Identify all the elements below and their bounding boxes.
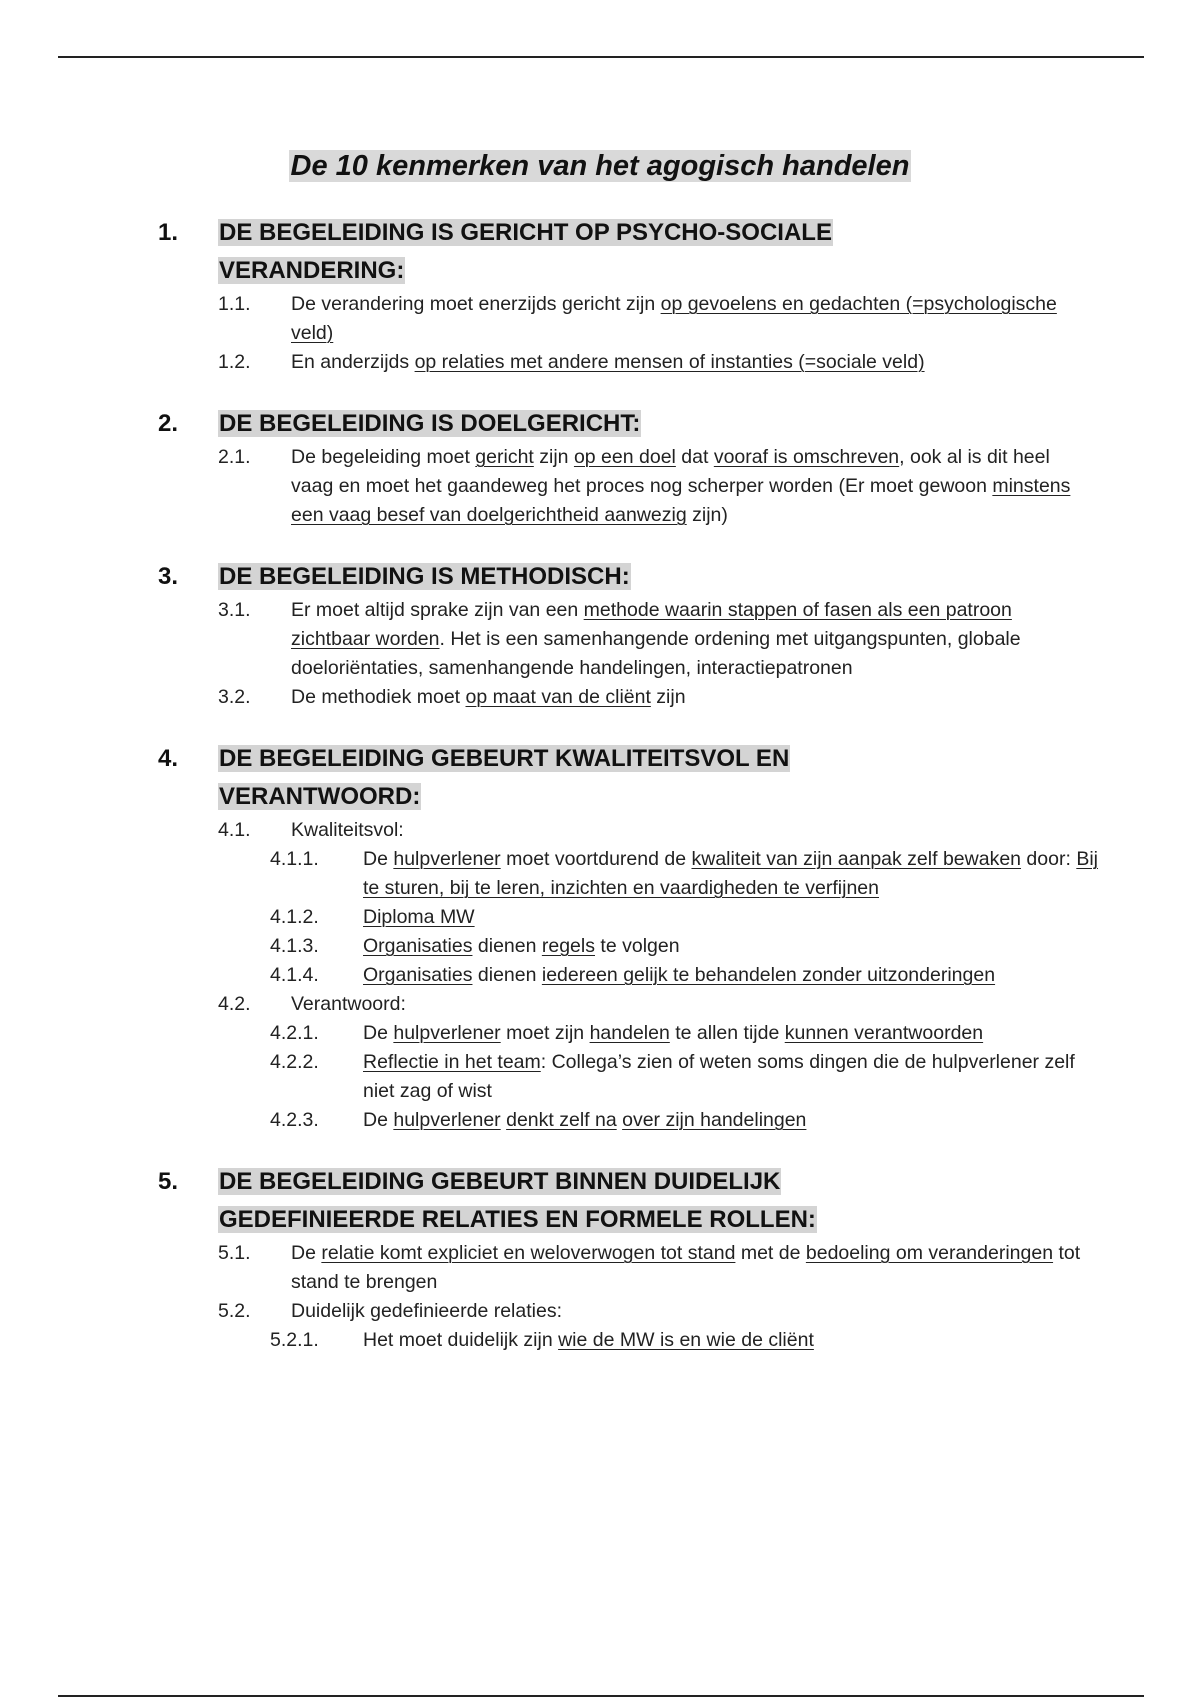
- list-item: [0, 596, 1200, 683]
- text-run: zijn: [650, 686, 686, 708]
- underlined-phrase: minstens een vaag besef van doelgerichtheid aanwezig: [291, 475, 1071, 526]
- section-1: [0, 214, 1200, 377]
- underlined-phrase: methode waarin stappen of fasen als een patroon zichtbaar worden: [291, 599, 1012, 650]
- underlined-phrase: denkt zelf na: [506, 1109, 617, 1131]
- text-run: Het moet duidelijk zijn: [363, 1329, 559, 1351]
- list-item: [0, 348, 1200, 377]
- section-4: [0, 740, 1200, 1135]
- text-run: De begeleiding moet: [291, 446, 476, 468]
- section-number: 3.: [158, 563, 179, 590]
- item-number: 4.1.2.: [270, 906, 319, 928]
- text-run: De verandering moet enerzijds gericht zijn: [291, 293, 661, 315]
- list-item: [0, 1326, 1200, 1355]
- section-title: DE BEGELEIDING IS GERICHT OP PSYCHO-SOCIALE VERANDERING:: [219, 219, 832, 284]
- section-title: DE BEGELEIDING GEBEURT KWALITEITSVOL EN VERANTWOORD:: [219, 745, 790, 810]
- section-heading: [0, 405, 1200, 443]
- text-run: , ook al is dit heel vaag en moet het gaandeweg het proces nog scherper worden (Er moet gewoon: [291, 446, 1050, 497]
- underlined-phrase: relatie komt expliciet en weloverwogen tot stand: [321, 1242, 736, 1264]
- list-item: [0, 443, 1200, 530]
- text-run: door:: [1021, 848, 1077, 870]
- section-number: 1.: [158, 219, 179, 246]
- underlined-phrase: Diploma MW: [363, 906, 475, 928]
- underlined-phrase: hulpverlener: [393, 1109, 501, 1131]
- item-text: [363, 1019, 1103, 1048]
- item-number: 4.2.3.: [270, 1109, 319, 1131]
- document-title-text: De 10 kenmerken van het agogisch handelen: [290, 150, 910, 182]
- underlined-phrase: iedereen gelijk te behandelen zonder uitzonderingen: [541, 964, 996, 986]
- text-run: Duidelijk gedefinieerde relaties:: [291, 1300, 562, 1322]
- underlined-phrase: handelen: [589, 1022, 670, 1044]
- item-text: [291, 1297, 1091, 1326]
- section-3: [0, 558, 1200, 712]
- underlined-phrase: Bij te sturen, bij te leren, inzichten en vaardigheden te verfijnen: [363, 848, 1098, 899]
- section-heading: [0, 1163, 1200, 1239]
- item-text: [291, 1239, 1091, 1297]
- text-run: De: [363, 848, 394, 870]
- underlined-phrase: bedoeling om veranderingen: [805, 1242, 1054, 1264]
- item-number: 4.2.: [218, 993, 251, 1015]
- footer-rule: [58, 1695, 1144, 1697]
- item-number: 3.2.: [218, 686, 251, 708]
- text-run: . Het is een samenhangende ordening met uitgangspunten, globale doeloriëntaties, samenhangende handelingen, interactiepatronen: [291, 628, 1021, 679]
- underlined-phrase: op gevoelens en gedachten (=psychologische veld): [291, 293, 1057, 344]
- item-number: 4.2.1.: [270, 1022, 319, 1044]
- item-text: [363, 1326, 1103, 1355]
- item-number: 4.1.1.: [270, 848, 319, 870]
- underlined-phrase: kwaliteit van zijn aanpak zelf bewaken: [691, 848, 1022, 870]
- item-text: [363, 1048, 1103, 1106]
- item-number: 5.1.: [218, 1242, 251, 1264]
- underlined-phrase: op een doel: [573, 446, 676, 468]
- section-heading: [0, 558, 1200, 596]
- text-run: Er moet altijd sprake zijn van een: [291, 599, 584, 621]
- text-run: En anderzijds: [291, 351, 415, 373]
- list-item: [0, 290, 1200, 348]
- text-run: met de: [735, 1242, 806, 1264]
- underlined-phrase: Organisaties: [363, 964, 473, 986]
- underlined-phrase: hulpverlener: [393, 1022, 501, 1044]
- item-number: 3.1.: [218, 599, 251, 621]
- item-text: [363, 961, 1103, 990]
- text-run: Kwaliteitsvol:: [291, 819, 404, 841]
- item-text: [291, 990, 1091, 1019]
- underlined-phrase: regels: [541, 935, 595, 957]
- section-heading: [0, 740, 1200, 816]
- item-number: 4.1.4.: [270, 964, 319, 986]
- underlined-phrase: gericht: [475, 446, 534, 468]
- text-run: dienen: [472, 935, 542, 957]
- underlined-phrase: Reflectie in het team: [363, 1051, 541, 1073]
- section-2: [0, 405, 1200, 530]
- section-heading: [0, 214, 1200, 290]
- underlined-phrase: hulpverlener: [393, 848, 501, 870]
- underlined-phrase: kunnen verantwoorden: [784, 1022, 984, 1044]
- underlined-phrase: vooraf is omschreven: [713, 446, 900, 468]
- item-text: [291, 348, 1091, 377]
- item-number: 4.2.2.: [270, 1051, 319, 1073]
- text-run: : Collega’s zien of weten soms dingen die de hulpverlener zelf niet zag of wist: [363, 1051, 1075, 1102]
- section-title: DE BEGELEIDING IS DOELGERICHT:: [219, 410, 641, 437]
- section-number: 4.: [158, 745, 179, 772]
- item-text: [291, 596, 1091, 683]
- list-item: [0, 1297, 1200, 1326]
- item-number: 4.1.: [218, 819, 251, 841]
- text-run: De: [363, 1109, 394, 1131]
- underlined-phrase: wie de MW is en wie de cliënt: [558, 1329, 814, 1351]
- item-number: 1.1.: [218, 293, 251, 315]
- item-text: [363, 903, 1103, 932]
- item-text: [291, 683, 1091, 712]
- underlined-phrase: over zijn handelingen: [622, 1109, 807, 1131]
- list-item: [0, 1239, 1200, 1297]
- text-run: moet zijn: [500, 1022, 590, 1044]
- item-number: 4.1.3.: [270, 935, 319, 957]
- list-item: [0, 683, 1200, 712]
- list-item: [0, 1048, 1200, 1106]
- text-run: moet voortdurend de: [500, 848, 692, 870]
- section-5: [0, 1163, 1200, 1355]
- underlined-phrase: Organisaties: [363, 935, 473, 957]
- item-text: [363, 1106, 1103, 1135]
- text-run: Verantwoord:: [291, 993, 406, 1015]
- text-run: De: [291, 1242, 322, 1264]
- text-run: dat: [675, 446, 714, 468]
- list-item: [0, 961, 1200, 990]
- text-run: tot stand te brengen: [291, 1242, 1081, 1293]
- text-run: zijn): [686, 504, 728, 526]
- underlined-phrase: op maat van de cliënt: [465, 686, 651, 708]
- document-title: [0, 146, 1200, 186]
- item-text: [291, 816, 1091, 845]
- item-text: [363, 845, 1103, 903]
- text-run: De methodiek moet: [291, 686, 466, 708]
- list-item: [0, 932, 1200, 961]
- list-item: [0, 845, 1200, 903]
- item-text: [291, 443, 1091, 530]
- section-title: DE BEGELEIDING IS METHODISCH:: [219, 563, 630, 590]
- item-number: 5.2.: [218, 1300, 251, 1322]
- item-text: [363, 932, 1103, 961]
- text-run: zijn: [533, 446, 574, 468]
- list-item: [0, 1106, 1200, 1135]
- item-number: 5.2.1.: [270, 1329, 319, 1351]
- text-run: te allen tijde: [669, 1022, 785, 1044]
- section-number: 5.: [158, 1168, 179, 1195]
- list-item: [0, 903, 1200, 932]
- list-item: [0, 990, 1200, 1019]
- text-run: De: [363, 1022, 394, 1044]
- section-number: 2.: [158, 410, 179, 437]
- item-number: 2.1.: [218, 446, 251, 468]
- item-text: [291, 290, 1091, 348]
- underlined-phrase: op relaties met andere mensen of instanties (=sociale veld): [414, 351, 925, 373]
- item-number: 1.2.: [218, 351, 251, 373]
- list-item: [0, 816, 1200, 845]
- text-run: dienen: [472, 964, 542, 986]
- header-rule: [58, 56, 1144, 58]
- text-run: te volgen: [595, 935, 680, 957]
- section-title: DE BEGELEIDING GEBEURT BINNEN DUIDELIJK GEDEFINIEERDE RELATIES EN FORMELE ROLLEN:: [219, 1168, 816, 1233]
- sections-list: [0, 214, 1200, 1383]
- list-item: [0, 1019, 1200, 1048]
